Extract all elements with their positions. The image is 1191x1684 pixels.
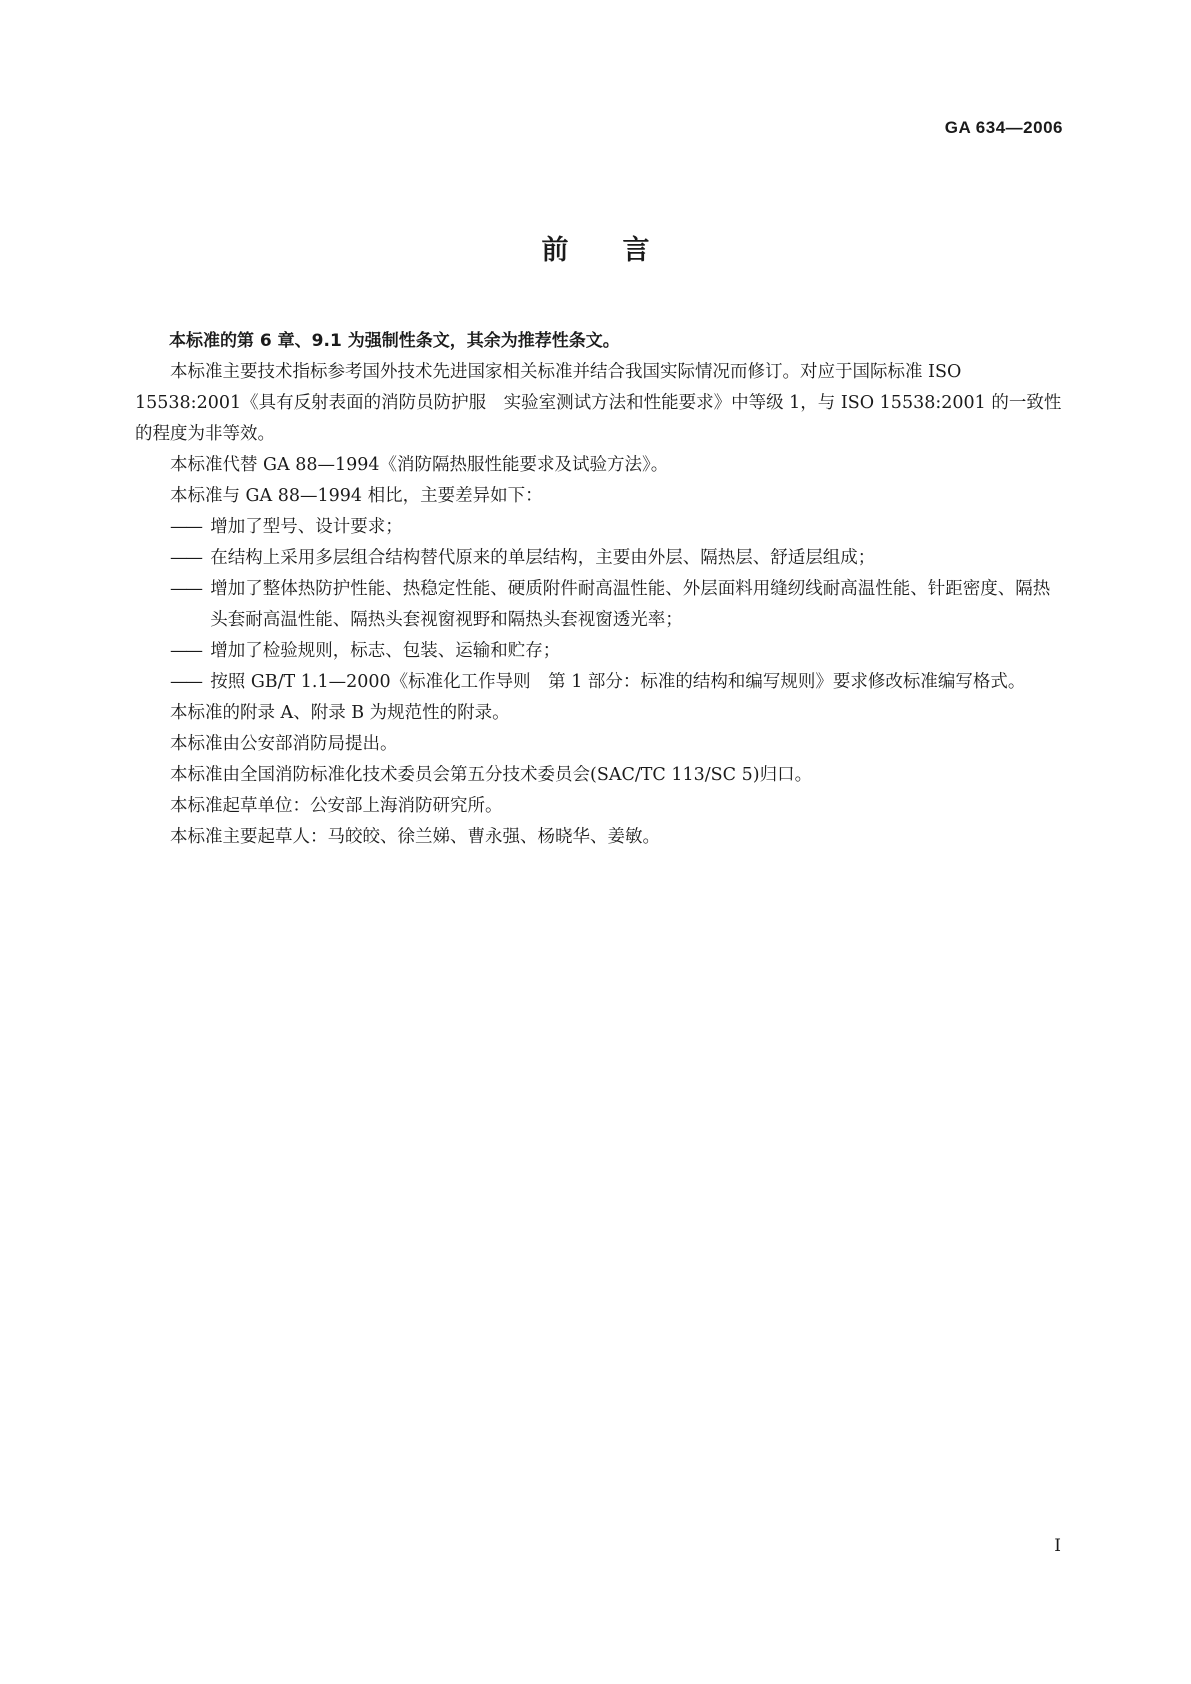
list-item bbox=[170, 543, 1065, 574]
foreword-body bbox=[135, 326, 1065, 853]
appendix-paragraph: 本标准的附录 A、附录 B 为规范性的附录。 bbox=[170, 703, 510, 723]
dash-mark: —— bbox=[170, 641, 201, 661]
list-item-text: 增加了检验规则，标志、包装、运输和贮存； bbox=[210, 641, 561, 661]
list-item-text: 按照 GB/T 1.1—2000《标准化工作导则 第 1 部分：标准的结构和编写规则》要求修改标准编写格式。 bbox=[210, 672, 1026, 692]
proposer-paragraph: 本标准由公安部消防局提出。 bbox=[170, 734, 398, 754]
list-item-text: 增加了整体热防护性能、热稳定性能、硬质附件耐高温性能、外层面料用缝纫线耐高温性能、针距密度、隔热头套耐高温性能、隔热头套视窗视野和隔热头套视窗透光率； bbox=[210, 579, 1051, 630]
list-item bbox=[170, 636, 1065, 667]
replaces-paragraph: 本标准代替 GA 88—1994《消防隔热服性能要求及试验方法》。 bbox=[170, 455, 669, 475]
reference-paragraph: 本标准主要技术指标参考国外技术先进国家相关标准并结合我国实际情况而修订。对应于国际标准 ISO 15538:2001《具有反射表面的消防员防护服 实验室测试方法和性能要求》中等级 1，与 ISO 15538:2001 的一致性的程度为非等效。 bbox=[135, 362, 1062, 444]
list-item bbox=[170, 667, 1065, 698]
standard-code: GA 634—2006 bbox=[944, 118, 1063, 137]
list-item-text: 增加了型号、设计要求； bbox=[210, 517, 403, 537]
drafter-unit-paragraph: 本标准起草单位：公安部上海消防研究所。 bbox=[170, 796, 503, 816]
committee-paragraph: 本标准由全国消防标准化技术委员会第五分技术委员会(SAC/TC 113/SC 5)归口。 bbox=[170, 765, 813, 785]
page-number: I bbox=[1054, 1536, 1061, 1556]
list-item-text: 在结构上采用多层组合结构替代原来的单层结构，主要由外层、隔热层、舒适层组成； bbox=[210, 548, 876, 568]
title-char-1: 前 bbox=[541, 235, 569, 266]
dash-mark: —— bbox=[170, 548, 201, 568]
dash-mark: —— bbox=[170, 517, 201, 537]
compare-paragraph: 本标准与 GA 88—1994 相比，主要差异如下： bbox=[170, 486, 543, 506]
list-item bbox=[170, 574, 1065, 636]
drafters-paragraph: 本标准主要起草人：马皎皎、徐兰娣、曹永强、杨晓华、姜敏。 bbox=[170, 827, 660, 847]
mandatory-clause-paragraph: 本标准的第 6 章、9.1 为强制性条文，其余为推荐性条文。 bbox=[169, 331, 620, 351]
differences-list bbox=[135, 512, 1065, 698]
list-item bbox=[170, 512, 1065, 543]
dash-mark: —— bbox=[170, 672, 201, 692]
dash-mark: —— bbox=[170, 579, 201, 599]
page-title bbox=[0, 228, 1191, 267]
title-char-2: 言 bbox=[622, 235, 650, 266]
